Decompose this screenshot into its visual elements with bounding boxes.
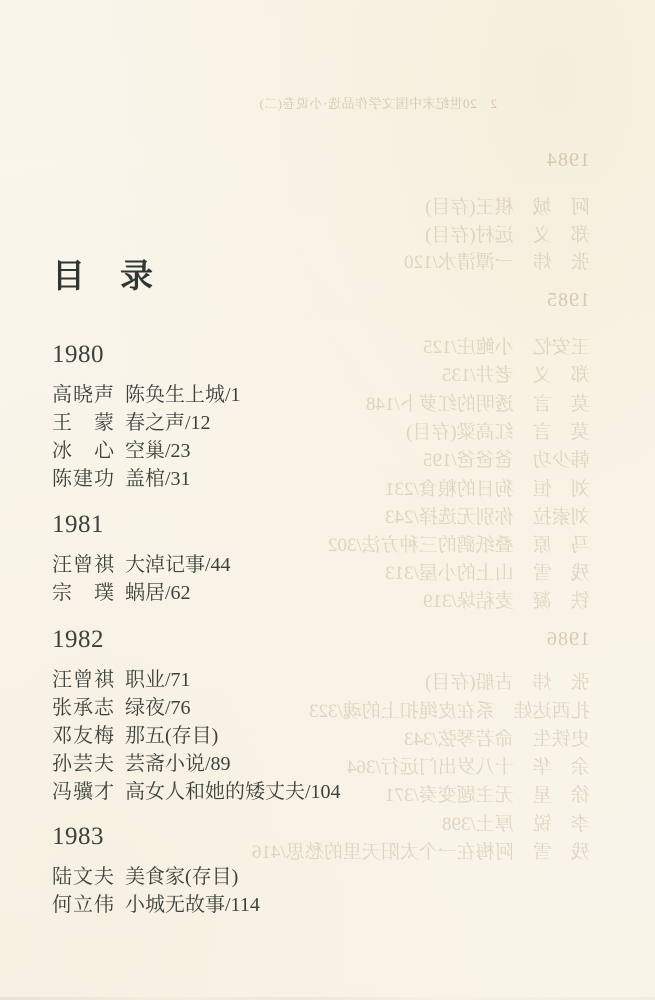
entry-author: 陆文夫 — [52, 866, 115, 888]
toc-entry — [52, 750, 341, 778]
bleed-through-line: 马 原 叠纸鹞的三种方法/302 — [328, 535, 590, 556]
toc-entry — [52, 465, 241, 493]
entry-author: 孙芸夫 — [52, 753, 115, 775]
bleed-through-line: 郑 义 老井/135 — [442, 365, 590, 386]
entry-author: 何立伟 — [52, 894, 115, 916]
bleed-through-line: 刘 恒 狗日的粮食/231 — [385, 479, 590, 500]
entry-title: 芸斋小说/89 — [125, 753, 231, 775]
toc-section-1982 — [52, 625, 341, 806]
toc-entry — [52, 778, 341, 806]
page-title: 目 录 — [52, 259, 154, 295]
toc-section-1980 — [52, 340, 241, 493]
bleed-through-line: 余 华 十八岁出门远行/364 — [347, 757, 590, 778]
entry-author: 陈建功 — [52, 468, 115, 490]
entry-title: 那五(存目) — [125, 725, 219, 747]
bleed-through-year: 1986 — [546, 628, 590, 650]
entry-author: 冰 心 — [52, 440, 115, 462]
bleed-through-running-header: 2 20世纪末中国文学作品选·小说卷(二) — [259, 96, 497, 111]
toc-entry — [52, 437, 241, 465]
bleed-through-line: 张 炜 一潭清水/120 — [404, 252, 590, 273]
bleed-through-line: 莫 言 红高粱(存目) — [406, 422, 590, 443]
entry-author: 高晓声 — [52, 384, 115, 406]
toc-entry — [52, 381, 241, 409]
toc-section-1983 — [52, 822, 260, 919]
toc-entry — [52, 551, 231, 579]
entry-author: 张承志 — [52, 697, 115, 719]
bleed-through-line: 刘索拉 你别无选择/243 — [385, 507, 590, 528]
entry-title: 高女人和她的矮丈夫/104 — [125, 781, 341, 803]
toc-entry — [52, 722, 341, 750]
year-heading: 1980 — [52, 341, 104, 368]
bleed-through-line: 李 锐 厚土/398 — [442, 814, 590, 835]
toc-entry — [52, 694, 341, 722]
entry-author: 汪曾祺 — [52, 669, 115, 691]
entry-author: 宗 璞 — [52, 582, 115, 604]
entry-title: 小城无故事/114 — [125, 894, 260, 916]
entry-author: 汪曾祺 — [52, 554, 115, 576]
entry-title: 大淖记事/44 — [125, 554, 231, 576]
toc-entry — [52, 579, 231, 607]
entry-author: 邓友梅 — [52, 725, 115, 747]
entry-title: 蜗居/62 — [125, 582, 191, 604]
bleed-through-line: 铁 凝 麦秸垛/319 — [423, 591, 590, 612]
year-heading: 1981 — [52, 511, 104, 538]
bleed-through-line: 残 雪 阿梅在一个太阳天里的愁思/416 — [252, 842, 590, 863]
toc-section-1981 — [52, 510, 231, 607]
bleed-through-year: 1985 — [546, 289, 590, 311]
entry-author: 冯骥才 — [52, 781, 115, 803]
entry-title: 陈奂生上城/1 — [125, 384, 241, 406]
entry-title: 美食家(存目) — [125, 866, 239, 888]
bleed-through-line: 残 雪 山上的小屋/313 — [385, 563, 590, 584]
bleed-through-line: 扎西达娃 系在皮绳扣上的魂/323 — [309, 701, 590, 722]
year-heading: 1982 — [52, 626, 104, 653]
bleed-through-line: 徐 星 无主题变奏/371 — [385, 785, 590, 806]
entry-title: 职业/71 — [125, 669, 191, 691]
bleed-through-line: 张 炜 古船(存目) — [425, 672, 590, 693]
bleed-through-line: 王安忆 小鲍庄/125 — [423, 337, 590, 358]
toc-entry — [52, 891, 260, 919]
entry-title: 盖棺/31 — [125, 468, 191, 490]
toc-entry — [52, 666, 341, 694]
bleed-through-line: 阿 城 棋王(存目) — [425, 197, 590, 218]
entry-title: 空巢/23 — [125, 440, 191, 462]
toc-entry — [52, 863, 260, 891]
entry-title: 绿夜/76 — [125, 697, 191, 719]
entry-author: 王 蒙 — [52, 412, 115, 434]
year-heading: 1983 — [52, 823, 104, 850]
entry-title: 春之声/12 — [125, 412, 211, 434]
bleed-through-line: 郑 义 远村(存目) — [425, 225, 590, 246]
bleed-through-year: 1984 — [546, 149, 590, 171]
toc-entry — [52, 409, 241, 437]
bleed-through-line: 史铁生 命若琴弦/343 — [404, 729, 590, 750]
bleed-through-line: 莫 言 透明的红萝卜/148 — [366, 394, 590, 415]
bleed-through-line: 韩少功 爸爸爸/195 — [423, 450, 590, 471]
